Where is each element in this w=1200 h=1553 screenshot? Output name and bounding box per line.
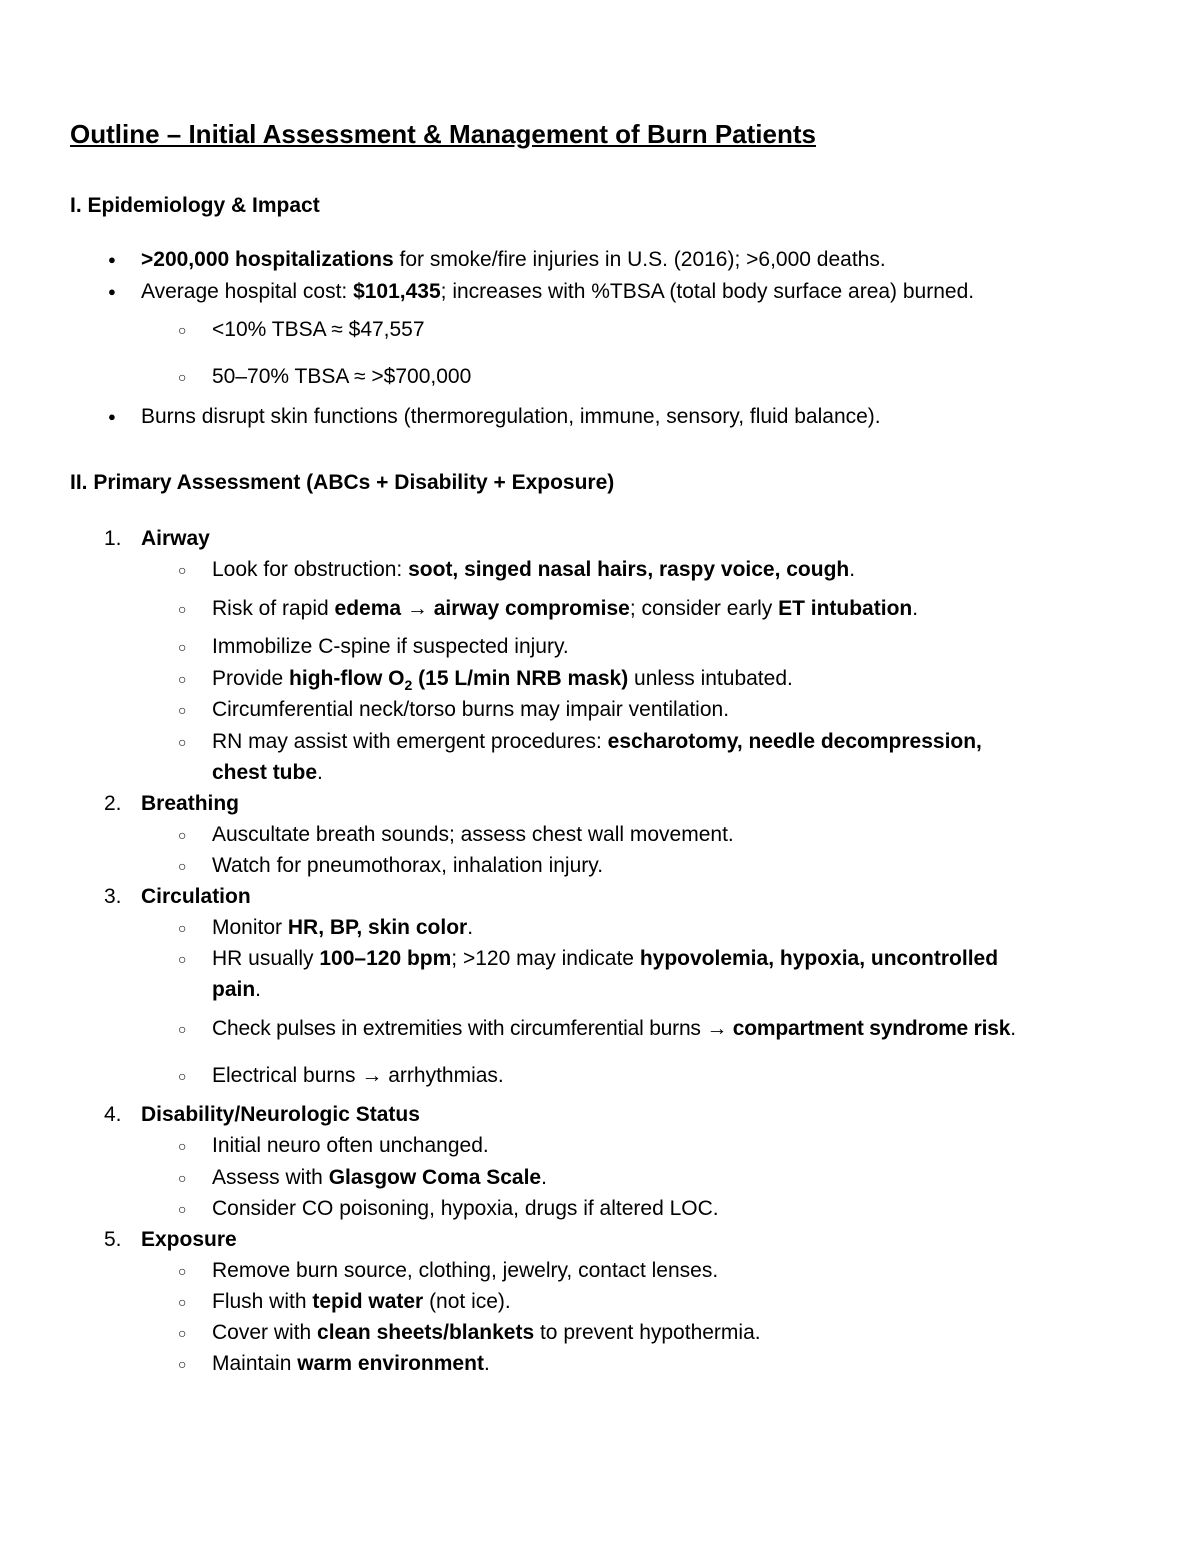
sub-list-item: Remove burn source, clothing, jewelry, contact lenses. xyxy=(212,1259,719,1282)
sub-bullet-icon: ○ xyxy=(178,920,187,936)
item-label-breathing: Breathing xyxy=(141,792,240,815)
sub-bullet-icon: ○ xyxy=(178,827,187,843)
page-title: Outline – Initial Assessment & Management of Burn Patients xyxy=(70,119,816,149)
sub-list-item: Cover with clean sheets/blankets to prevent hypothermia. xyxy=(212,1321,761,1344)
sub-list-item: HR usually 100–120 bpm; >120 may indicate hypovolemia, hypoxia, uncontrolled xyxy=(212,947,999,970)
sub-bullet-icon: ○ xyxy=(178,601,187,617)
sub-bullet-icon: ○ xyxy=(178,639,187,655)
sub-bullet-icon: ○ xyxy=(178,369,187,385)
sub-list-item: Circumferential neck/torso burns may impair ventilation. xyxy=(212,698,730,721)
sub-bullet-icon: ○ xyxy=(178,1294,187,1310)
section-heading-epidemiology: I. Epidemiology & Impact xyxy=(70,194,320,217)
list-number: 2. xyxy=(104,792,122,815)
sub-list-item: Risk of rapid edema → airway compromise; consider early ET intubation. xyxy=(212,597,919,620)
list-number: 4. xyxy=(104,1103,122,1126)
sub-list-item: Maintain warm environment. xyxy=(212,1352,490,1375)
list-number: 1. xyxy=(104,527,122,550)
sub-list-item: Monitor HR, BP, skin color. xyxy=(212,916,474,939)
sub-list-item: Watch for pneumothorax, inhalation injury. xyxy=(212,854,604,877)
sub-bullet-icon: ○ xyxy=(178,1138,187,1154)
sub-list-item: RN may assist with emergent procedures: escharotomy, needle decompression, xyxy=(212,730,982,753)
sub-list-item: Initial neuro often unchanged. xyxy=(212,1134,489,1157)
item-label-exposure: Exposure xyxy=(141,1228,237,1251)
sub-list-item-continued: pain. xyxy=(212,978,262,1001)
list-item: >200,000 hospitalizations for smoke/fire injuries in U.S. (2016); >6,000 deaths. xyxy=(141,248,886,271)
item-label-circulation: Circulation xyxy=(141,885,251,908)
sub-list-item: Auscultate breath sounds; assess chest wall movement. xyxy=(212,823,734,846)
bullet-icon: ● xyxy=(108,252,116,267)
bullet-icon: ● xyxy=(108,409,116,424)
sub-bullet-icon: ○ xyxy=(178,1263,187,1279)
sub-bullet-icon: ○ xyxy=(178,951,187,967)
sub-bullet-icon: ○ xyxy=(178,702,187,718)
sub-bullet-icon: ○ xyxy=(178,858,187,874)
sub-list-item: <10% TBSA ≈ $47,557 xyxy=(212,318,425,341)
list-item: Average hospital cost: $101,435; increases with %TBSA (total body surface area) burned. xyxy=(141,280,975,303)
bullet-icon: ● xyxy=(108,284,116,299)
sub-list-item-continued: chest tube. xyxy=(212,761,323,784)
sub-bullet-icon: ○ xyxy=(178,1068,187,1084)
list-item: Burns disrupt skin functions (thermoregulation, immune, sensory, fluid balance). xyxy=(141,405,881,428)
sub-bullet-icon: ○ xyxy=(178,322,187,338)
sub-bullet-icon: ○ xyxy=(178,671,187,687)
sub-list-item: Immobilize C-spine if suspected injury. xyxy=(212,635,569,658)
sub-list-item: Consider CO poisoning, hypoxia, drugs if altered LOC. xyxy=(212,1197,719,1220)
sub-bullet-icon: ○ xyxy=(178,1325,187,1341)
section-heading-primary-assessment: II. Primary Assessment (ABCs + Disability + Exposure) xyxy=(70,471,615,494)
sub-bullet-icon: ○ xyxy=(178,562,187,578)
sub-list-item: Electrical burns → arrhythmias. xyxy=(212,1064,504,1087)
item-label-disability: Disability/Neurologic Status xyxy=(141,1103,420,1126)
sub-bullet-icon: ○ xyxy=(178,734,187,750)
list-number: 3. xyxy=(104,885,122,908)
sub-bullet-icon: ○ xyxy=(178,1170,187,1186)
sub-bullet-icon: ○ xyxy=(178,1201,187,1217)
sub-bullet-icon: ○ xyxy=(178,1021,187,1037)
sub-list-item: Look for obstruction: soot, singed nasal hairs, raspy voice, cough. xyxy=(212,558,856,581)
sub-list-item: Provide high-flow $O_2$ (15 L/min NRB mask) unless intubated. xyxy=(212,667,793,694)
list-number: 5. xyxy=(104,1228,122,1251)
sub-list-item: Check pulses in extremities with circumferential burns → compartment syndrome risk. xyxy=(212,1017,1016,1040)
item-label-airway: Airway xyxy=(141,527,210,550)
sub-list-item: Assess with Glasgow Coma Scale. xyxy=(212,1166,547,1189)
sub-list-item: 50–70% TBSA ≈ >$700,000 xyxy=(212,365,472,388)
sub-bullet-icon: ○ xyxy=(178,1356,187,1372)
sub-list-item: Flush with tepid water (not ice). xyxy=(212,1290,511,1313)
